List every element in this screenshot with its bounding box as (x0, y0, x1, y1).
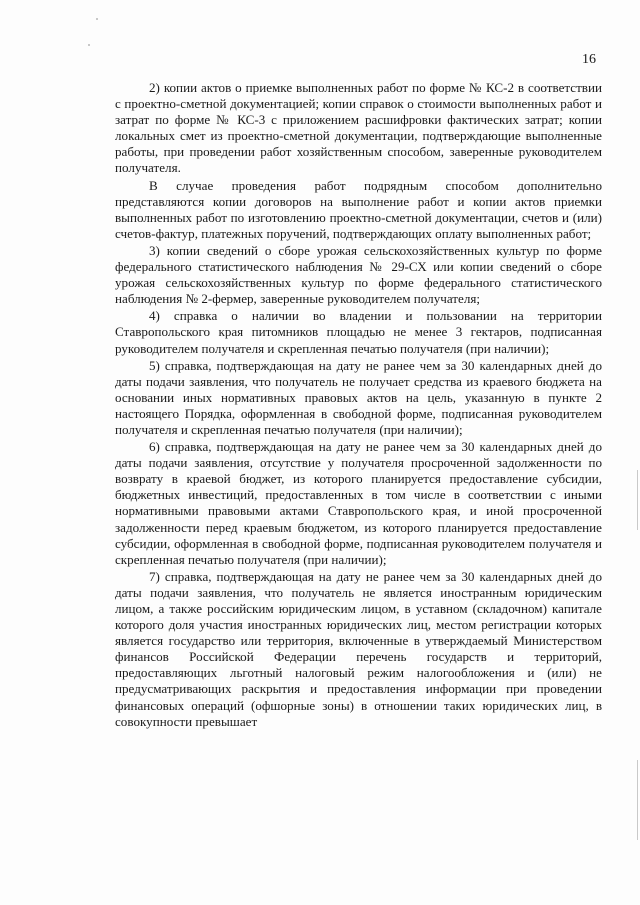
scan-speck (96, 18, 98, 20)
paragraph-item-4: 4) справка о наличии во владении и пользовании на территории Ставропольского края питомников площадью не менее 3 гектаров, подписанная руководителем получателя и скрепленная печатью получателя (при наличии); (115, 308, 602, 356)
paragraph-item-2: 2) копии актов о приемке выполненных работ по форме № КС-2 в соответствии с проектно-сметной документацией; копии справок о стоимости выполненных работ и затрат по форме № КС-3 с приложением расшифровки фактических затрат; копии локальных смет из проектно-сметной документации, подтверждающие выполненные работы, при проведении работ хозяйственным способом, заверенные руководителем получателя. (115, 80, 602, 176)
paragraph-contract-method: В случае проведения работ подрядным способом дополнительно представляются копии договоров на выполнение работ и копии актов приемки выполненных работ по изготовлению проектно-сметной документации, счетов и (или) счетов-фактур, платежных поручений, подтверждающих оплату выполненных работ; (115, 177, 602, 241)
scan-speck (88, 44, 90, 46)
scan-margin-mark (637, 760, 638, 840)
page-number: 16 (582, 52, 596, 67)
paragraph-item-7: 7) справка, подтверждающая на дату не ранее чем за 30 календарных дней до даты подачи заявления, что получатель не является иностранным юридическим лицом, а также российским юридическим лицом, в уставном (складочном) капитале которого доля участия иностранных юридических лиц, местом регистрации которых является государство или территория, включенные в утверждаемый Министерством финансов Российской Федерации перечень государств и территорий, предоставляющих льготный налоговый режим налогообложения и (или) не предусматривающих раскрытия и предоставления информации при проведении финансовых операций (офшорные зоны) в отношении таких юридических лиц, в совокупности превышает (115, 568, 602, 729)
scan-margin-mark (637, 470, 638, 530)
paragraph-item-3: 3) копии сведений о сборе урожая сельскохозяйственных культур по форме федерального статистического наблюдения № 29-СХ или копии сведений о сборе урожая сельскохозяйственных культур по форме федерального статистического наблюдения № 2-фермер, заверенные руководителем получателя; (115, 242, 602, 307)
paragraph-item-5: 5) справка, подтверждающая на дату не ранее чем за 30 календарных дней до даты подачи заявления, что получатель не получает средства из краевого бюджета на основании иных нормативных правовых актов на цель, указанную в пункте 2 настоящего Порядка, оформленная в свободной форме, подписанная руководителем получателя и скрепленная печатью получателя (при наличии); (115, 357, 602, 437)
body-text (115, 80, 602, 731)
paragraph-item-6: 6) справка, подтверждающая на дату не ранее чем за 30 календарных дней до даты подачи заявления, отсутствие у получателя просроченной задолженности по возврату в краевой бюджет, из которого планируется предоставление субсидии, бюджетных инвестиций, предоставленных в том числе в соответствии с иными нормативными правовыми актами Ставропольского края, и иной просроченной задолженности перед краевым бюджетом, из которого планируется предоставление субсидии, оформленная в свободной форме, подписанная руководителем получателя и скрепленная печатью получателя (при наличии); (115, 439, 602, 567)
